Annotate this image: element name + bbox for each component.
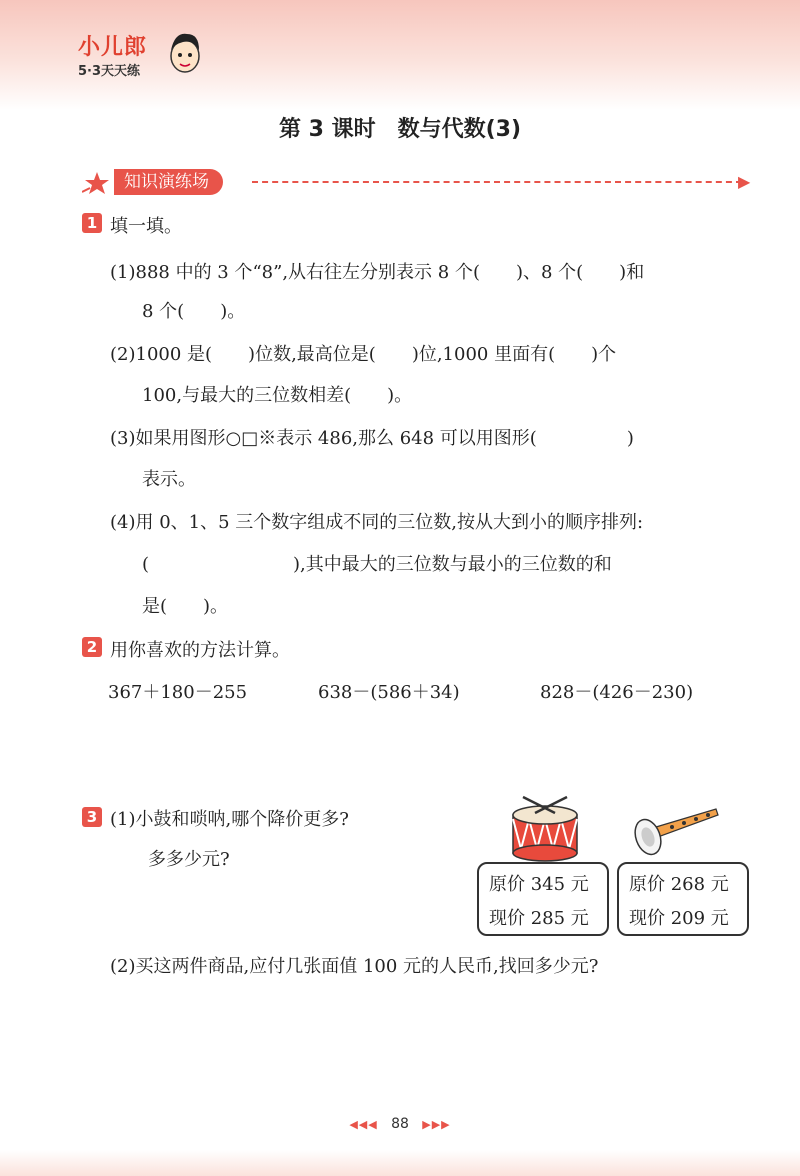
question-number-2: 2 bbox=[82, 637, 102, 657]
q3-part1-line1: (1)小鼓和唢呐,哪个降价更多? bbox=[110, 809, 349, 830]
page-number-area bbox=[0, 1116, 800, 1132]
q2-prompt: 用你喜欢的方法计算。 bbox=[110, 640, 290, 661]
q1-prompt: 填一填。 bbox=[110, 216, 182, 237]
footer-band bbox=[0, 1150, 800, 1176]
q1-line: (2)1000 是( )位数,最高位是( )位,1000 里面有( )个 bbox=[110, 344, 617, 365]
q1-line: 100,与最大的三位数相差( )。 bbox=[142, 385, 413, 406]
q3-part2: (2)买这两件商品,应付几张面值 100 元的人民币,找回多少元? bbox=[110, 956, 599, 977]
suona-original-price: 原价 268 元 bbox=[629, 874, 729, 895]
question-number-3: 3 bbox=[82, 807, 102, 827]
page-title: 第 3 课时 数与代数(3) bbox=[278, 117, 522, 142]
page-number: 88 bbox=[391, 1116, 409, 1132]
brand-series: 5·3天天练 bbox=[78, 64, 141, 79]
brand-name: 小儿郎 bbox=[78, 35, 148, 60]
drum-original-price: 原价 345 元 bbox=[489, 874, 589, 895]
q1-line: (4)用 0、1、5 三个数字组成不同的三位数,按从大到小的顺序排列: bbox=[110, 512, 644, 533]
q2-expression: 638－(586＋34) bbox=[318, 682, 460, 703]
arrow-right-icon: ▶▶▶ bbox=[422, 1118, 451, 1131]
suona-current-price: 现价 209 元 bbox=[629, 908, 729, 929]
q1-line: ( ),其中最大的三位数与最小的三位数的和 bbox=[142, 554, 612, 575]
section-divider bbox=[252, 181, 742, 183]
arrow-left-icon: ◀◀◀ bbox=[349, 1118, 378, 1131]
star-icon bbox=[82, 170, 112, 196]
suona-price-box bbox=[617, 862, 749, 936]
brand-logo bbox=[70, 28, 220, 88]
q1-line: 是( )。 bbox=[142, 596, 229, 617]
drum-price-box bbox=[477, 862, 609, 936]
q1-line: 8 个( )。 bbox=[142, 301, 246, 322]
q2-expression: 828－(426－230) bbox=[540, 682, 694, 703]
q2-expression: 367＋180－255 bbox=[108, 682, 248, 703]
q1-line: (1)888 中的 3 个“8”,从右往左分别表示 8 个( )、8 个( )和 bbox=[110, 262, 645, 283]
question-number-1: 1 bbox=[82, 213, 102, 233]
arrow-right-icon: ▶ bbox=[738, 172, 751, 191]
suona-icon bbox=[628, 805, 723, 860]
q1-line: (3)如果用图形○□※表示 486,那么 648 可以用图形( ) bbox=[110, 428, 634, 449]
q1-line: 表示。 bbox=[142, 469, 196, 490]
mascot-icon bbox=[165, 28, 205, 78]
q3-part1-line2: 多多少元? bbox=[148, 849, 230, 870]
drum-current-price: 现价 285 元 bbox=[489, 908, 589, 929]
section-label: 知识演练场 bbox=[114, 169, 223, 195]
section-header bbox=[80, 168, 760, 198]
drum-icon bbox=[505, 795, 585, 863]
